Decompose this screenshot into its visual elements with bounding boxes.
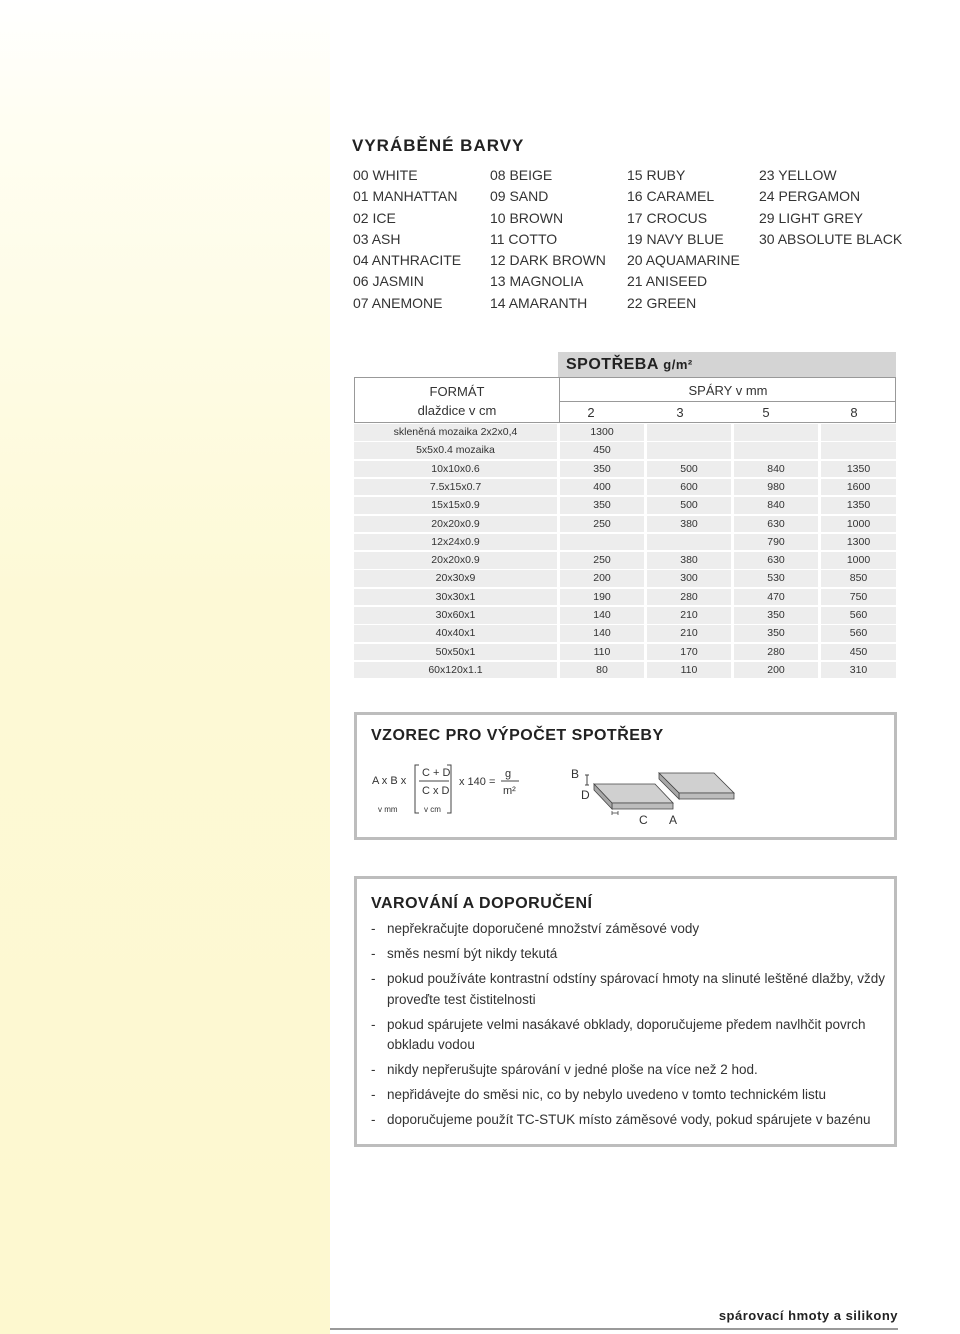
warnings-list bbox=[371, 919, 887, 1135]
formula-axb: A x B x bbox=[372, 775, 407, 787]
color-item: 20 AQUAMARINE bbox=[627, 252, 740, 269]
color-item: 16 CARAMEL bbox=[627, 188, 715, 205]
value-cell: 1000 bbox=[821, 552, 896, 569]
value-cell: 190 bbox=[560, 589, 644, 606]
colors-column-3 bbox=[627, 165, 740, 314]
formula-label-b: B bbox=[571, 767, 580, 781]
value-cell: 110 bbox=[647, 662, 731, 679]
color-item: 15 RUBY bbox=[627, 167, 686, 183]
table-row bbox=[354, 534, 896, 551]
colors-column-4 bbox=[759, 165, 902, 250]
warning-text: doporučujeme použít TC-STUK místo záměsové vody, pokud spárujete v bazénu bbox=[387, 1112, 871, 1127]
value-cell bbox=[647, 442, 731, 459]
table-row bbox=[354, 644, 896, 661]
format-cell: 30x60x1 bbox=[354, 607, 557, 624]
color-item: 13 MAGNOLIA bbox=[490, 273, 584, 290]
joint-width-header: 5 bbox=[762, 405, 770, 420]
color-item: 11 COTTO bbox=[490, 230, 558, 247]
formula-unit-num: g bbox=[505, 768, 512, 780]
color-item: 29 LIGHT GREY bbox=[759, 209, 864, 226]
value-cell: 1350 bbox=[821, 461, 896, 478]
consumption-unit: g/m² bbox=[663, 357, 693, 372]
formula-label-d: D bbox=[581, 788, 590, 802]
value-cell: 110 bbox=[560, 644, 644, 661]
value-cell bbox=[734, 424, 818, 441]
table-row bbox=[354, 497, 896, 514]
format-cell: 15x15x0.9 bbox=[354, 497, 557, 514]
warning-text: nikdy nepřerušujte spárování v jedné ploše na více než 2 hod. bbox=[387, 1062, 758, 1077]
formula-denominator: C x D bbox=[422, 785, 450, 797]
bullet-dash: - bbox=[371, 971, 376, 986]
footer-divider bbox=[330, 1328, 898, 1330]
value-cell: 310 bbox=[821, 662, 896, 679]
table-row bbox=[354, 479, 896, 496]
value-cell: 530 bbox=[734, 570, 818, 587]
color-item: 08 BEIGE bbox=[490, 167, 553, 183]
warning-item bbox=[371, 969, 887, 1010]
table-row bbox=[354, 607, 896, 624]
joint-width-header: 8 bbox=[850, 405, 858, 420]
value-cell: 1000 bbox=[821, 516, 896, 533]
color-item: 01 MANHATTAN bbox=[353, 188, 458, 205]
value-cell: 1300 bbox=[560, 424, 644, 441]
value-cell: 200 bbox=[734, 662, 818, 679]
format-cell: 7.5x15x0.7 bbox=[354, 479, 557, 496]
warning-item bbox=[371, 919, 887, 940]
table-row bbox=[354, 570, 896, 587]
value-cell: 80 bbox=[560, 662, 644, 679]
joints-divider bbox=[560, 401, 896, 402]
value-cell bbox=[821, 424, 896, 441]
format-label: FORMÁT bbox=[429, 384, 485, 399]
value-cell: 380 bbox=[647, 552, 731, 569]
value-cell: 840 bbox=[734, 497, 818, 514]
color-item: 24 PERGAMON bbox=[759, 188, 861, 205]
table-row bbox=[354, 442, 896, 459]
formula-multiplier: x 140 = bbox=[459, 776, 496, 788]
consumption-title-text: SPOTŘEBA bbox=[566, 356, 659, 373]
table-row bbox=[354, 625, 896, 642]
value-cell: 500 bbox=[647, 461, 731, 478]
warnings-box bbox=[354, 876, 897, 1147]
value-cell: 280 bbox=[734, 644, 818, 661]
bullet-dash: - bbox=[371, 1016, 376, 1032]
value-cell: 790 bbox=[734, 534, 818, 551]
value-cell: 250 bbox=[560, 552, 644, 569]
value-cell: 840 bbox=[734, 461, 818, 478]
table-row bbox=[354, 552, 896, 569]
colors-column-2 bbox=[490, 165, 606, 314]
value-cell bbox=[647, 424, 731, 441]
colors-title: VYRÁBĚNÉ BARVY bbox=[352, 136, 525, 155]
value-cell: 560 bbox=[821, 607, 896, 624]
value-cell: 850 bbox=[821, 570, 896, 587]
joints-label: SPÁRY v mm bbox=[688, 383, 768, 398]
footer-text: spárovací hmoty a silikony bbox=[718, 1308, 898, 1323]
colors-column-1 bbox=[353, 165, 461, 314]
color-item: 22 GREEN bbox=[627, 294, 697, 311]
consumption-title bbox=[566, 356, 693, 374]
table-row bbox=[354, 516, 896, 533]
color-item: 04 ANTHRACITE bbox=[353, 252, 462, 269]
formula-numerator: C + D bbox=[422, 767, 451, 779]
bullet-dash: - bbox=[371, 1062, 376, 1077]
joint-width-header: 2 bbox=[587, 405, 595, 420]
format-cell: 12x24x0.9 bbox=[354, 534, 557, 551]
warning-item bbox=[371, 1110, 887, 1131]
formula-note-cm: v cm bbox=[424, 805, 441, 814]
format-cell: 40x40x1 bbox=[354, 625, 557, 642]
color-item: 10 BROWN bbox=[490, 209, 564, 226]
value-cell: 1600 bbox=[821, 479, 896, 496]
format-cell: 20x20x0.9 bbox=[354, 516, 557, 533]
value-cell: 170 bbox=[647, 644, 731, 661]
table-row bbox=[354, 662, 896, 679]
color-item: 09 SAND bbox=[490, 188, 549, 205]
color-item: 00 WHITE bbox=[353, 167, 418, 183]
color-item: 02 ICE bbox=[353, 209, 396, 226]
value-cell: 350 bbox=[734, 625, 818, 642]
value-cell: 210 bbox=[647, 625, 731, 642]
value-cell: 450 bbox=[821, 644, 896, 661]
color-item: 23 YELLOW bbox=[759, 167, 837, 183]
warnings-title: VAROVÁNÍ A DOPORUČENÍ bbox=[371, 895, 593, 912]
value-cell: 630 bbox=[734, 516, 818, 533]
format-cell: 50x50x1 bbox=[354, 644, 557, 661]
format-cell: 30x30x1 bbox=[354, 589, 557, 606]
formula-diagram bbox=[357, 715, 894, 837]
warning-text: směs nesmí být nikdy tekutá bbox=[387, 946, 558, 961]
value-cell: 140 bbox=[560, 607, 644, 624]
value-cell bbox=[734, 442, 818, 459]
value-cell: 400 bbox=[560, 479, 644, 496]
table-row bbox=[354, 424, 896, 441]
fraction-bracket bbox=[415, 765, 519, 813]
format-cell: 60x120x1.1 bbox=[354, 662, 557, 679]
value-cell: 750 bbox=[821, 589, 896, 606]
value-cell: 380 bbox=[647, 516, 731, 533]
bullet-dash: - bbox=[371, 921, 376, 936]
value-cell: 630 bbox=[734, 552, 818, 569]
warning-item bbox=[371, 944, 887, 965]
formula-label-a: A bbox=[669, 813, 678, 827]
warning-text: pokud používáte kontrastní odstíny spárovací hmoty na slinuté leštěné dlažby, vždy proveďte test čistitelnosti bbox=[387, 971, 886, 1007]
value-cell: 450 bbox=[560, 442, 644, 459]
warning-item bbox=[371, 1060, 887, 1081]
format-cell: 20x20x0.9 bbox=[354, 552, 557, 569]
value-cell: 140 bbox=[560, 625, 644, 642]
value-cell: 200 bbox=[560, 570, 644, 587]
consumption-table-header bbox=[354, 377, 896, 423]
color-item: 14 AMARANTH bbox=[490, 294, 588, 311]
format-cell: 20x30x9 bbox=[354, 570, 557, 587]
color-item: 30 ABSOLUTE BLACK bbox=[759, 230, 903, 247]
bullet-dash: - bbox=[371, 946, 376, 961]
table-row bbox=[354, 589, 896, 606]
value-cell bbox=[821, 442, 896, 459]
value-cell bbox=[647, 534, 731, 551]
value-cell: 560 bbox=[821, 625, 896, 642]
bullet-dash: - bbox=[371, 1112, 376, 1127]
format-cell: 5x5x0.4 mozaika bbox=[354, 442, 557, 459]
warning-text: pokud spárujete velmi nasákavé obklady, doporučujeme předem navlhčit povrch obkladu vodou bbox=[387, 1016, 866, 1052]
warning-item bbox=[371, 1015, 887, 1056]
formula-box bbox=[354, 712, 897, 840]
format-cell: 10x10x0.6 bbox=[354, 461, 557, 478]
formula-title: VZOREC PRO VÝPOČET SPOTŘEBY bbox=[371, 727, 664, 744]
warning-text: nepřidávejte do směsi nic, co by nebylo uvedeno v tomto technickém listu bbox=[387, 1087, 826, 1102]
format-sublabel: dlaždice v cm bbox=[417, 403, 497, 418]
formula-note-mm: v mm bbox=[378, 805, 398, 814]
color-item: 06 JASMIN bbox=[353, 273, 424, 290]
format-cell: skleněná mozaika 2x2x0,4 bbox=[354, 424, 557, 441]
value-cell: 350 bbox=[734, 607, 818, 624]
warning-text: nepřekračujte doporučené množství záměsové vody bbox=[387, 921, 700, 936]
value-cell: 1300 bbox=[821, 534, 896, 551]
formula-label-c: C bbox=[639, 813, 648, 827]
color-item: 21 ANISEED bbox=[627, 273, 708, 290]
value-cell: 350 bbox=[560, 497, 644, 514]
value-cell: 350 bbox=[560, 461, 644, 478]
tile-drawing bbox=[585, 773, 734, 815]
value-cell: 300 bbox=[647, 570, 731, 587]
warning-item bbox=[371, 1085, 887, 1106]
color-item: 17 CROCUS bbox=[627, 209, 708, 226]
value-cell: 210 bbox=[647, 607, 731, 624]
color-item: 03 ASH bbox=[353, 230, 401, 247]
color-item: 19 NAVY BLUE bbox=[627, 230, 724, 247]
joint-width-header: 3 bbox=[676, 405, 684, 420]
value-cell bbox=[560, 534, 644, 551]
color-item: 07 ANEMONE bbox=[353, 294, 443, 311]
value-cell: 600 bbox=[647, 479, 731, 496]
value-cell: 500 bbox=[647, 497, 731, 514]
color-item: 12 DARK BROWN bbox=[490, 252, 606, 269]
value-cell: 980 bbox=[734, 479, 818, 496]
table-row bbox=[354, 461, 896, 478]
value-cell: 470 bbox=[734, 589, 818, 606]
value-cell: 1350 bbox=[821, 497, 896, 514]
bullet-dash: - bbox=[371, 1087, 376, 1102]
value-cell: 280 bbox=[647, 589, 731, 606]
value-cell: 250 bbox=[560, 516, 644, 533]
formula-unit-den: m² bbox=[503, 785, 516, 797]
